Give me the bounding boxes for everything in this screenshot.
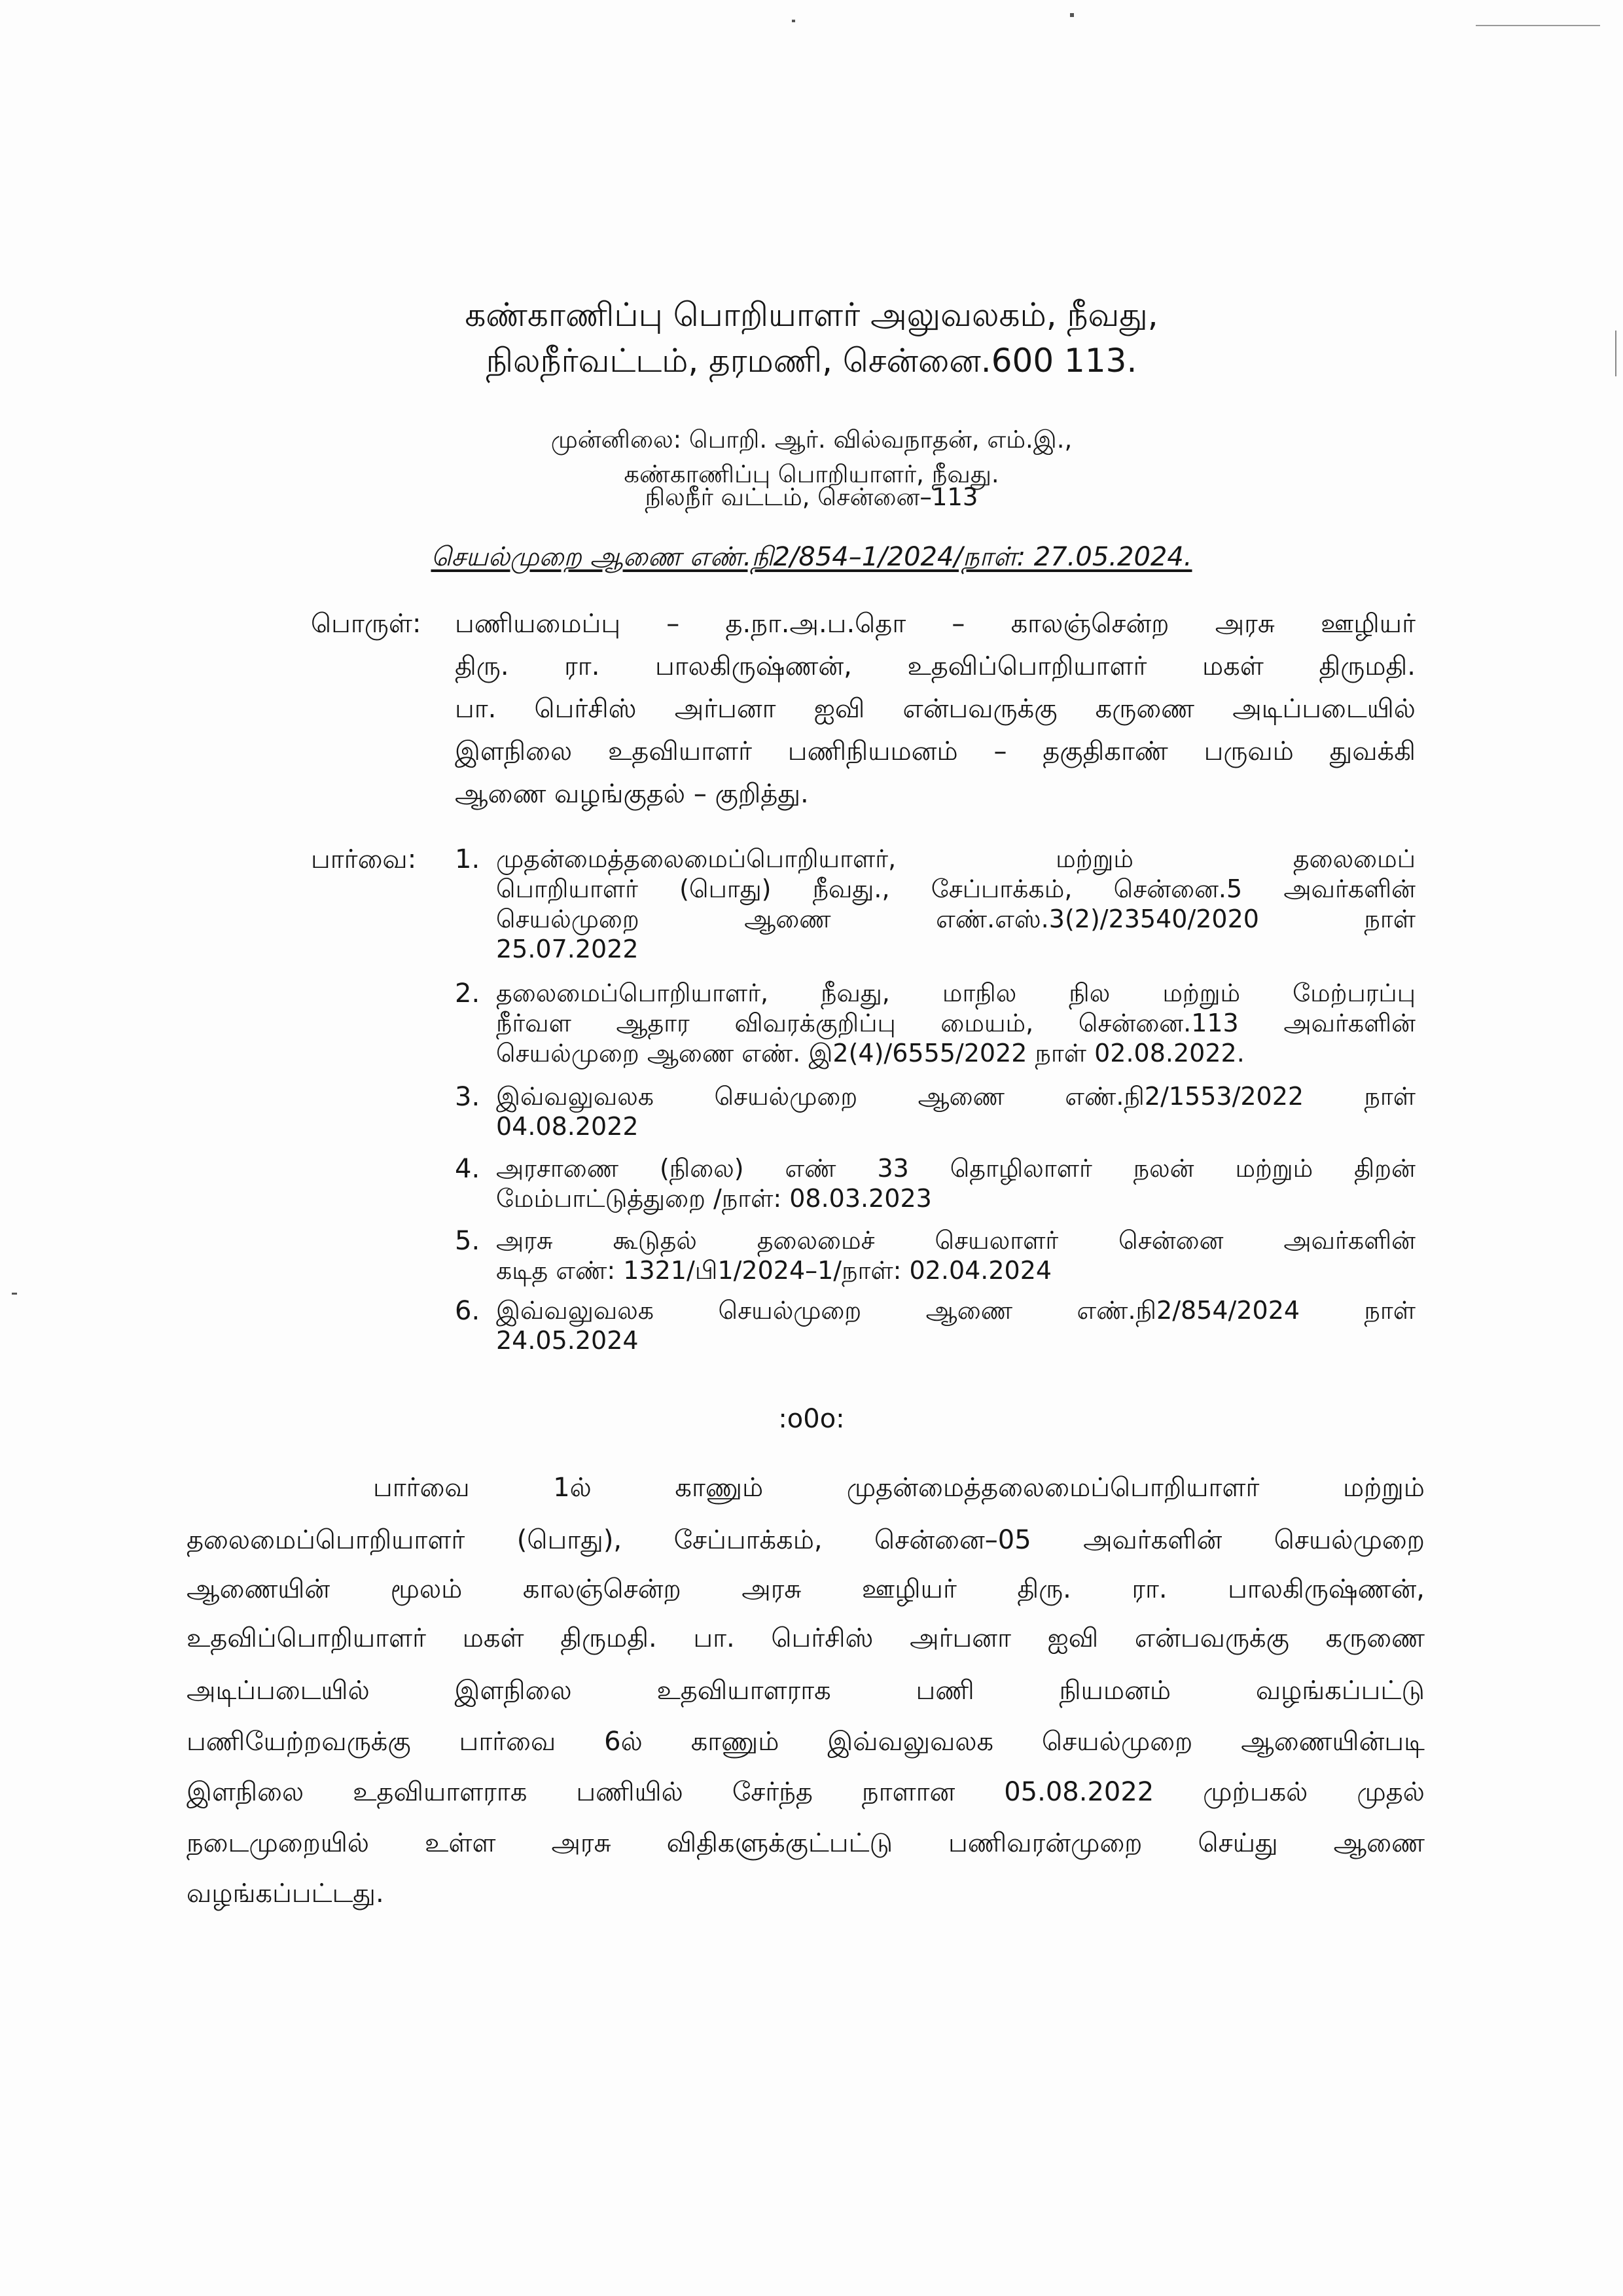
body-line: ஆணையின் மூலம் காலஞ்சென்ற அரசு ஊழியர் திரு. ரா. பாலகிருஷ்ணன், xyxy=(187,1574,1425,1604)
body-line: இளநிலை உதவியாளராக பணியில் சேர்ந்த நாளான 05.08.2022 முற்பகல் முதல் xyxy=(187,1777,1425,1807)
reference-line: கடித எண்: 1321/பி1/2024–1/நாள்: 02.04.2024 xyxy=(496,1256,1052,1285)
reference-line: 24.05.2024 xyxy=(496,1326,639,1355)
reference-number: 5. xyxy=(455,1226,480,1256)
reference-line: பொறியாளர் (பொது) நீவது., சேப்பாக்கம், சென்னை.5 அவர்களின் xyxy=(496,874,1416,903)
office-title-line-2: நிலநீர்வட்டம், தரமணி, சென்னை.600 113. xyxy=(486,342,1137,380)
section-separator: :o0o: xyxy=(778,1404,845,1434)
reference-number: 1. xyxy=(455,844,480,874)
reference-number: 4. xyxy=(455,1154,480,1184)
presence-line-3: நிலநீர் வட்டம், சென்னை–113 xyxy=(645,483,978,511)
reference-number: 2. xyxy=(455,978,480,1009)
reference-line: 04.08.2022 xyxy=(496,1112,639,1141)
reference-line: 25.07.2022 xyxy=(496,935,639,963)
scan-speck xyxy=(1070,13,1074,17)
body-line: தலைமைப்பொறியாளர் (பொது), சேப்பாக்கம், சென்னை–05 அவர்களின் செயல்முறை xyxy=(187,1525,1425,1555)
body-line: நடைமுறையில் உள்ள அரசு விதிகளுக்குட்பட்டு பணிவரன்முறை செய்து ஆணை xyxy=(187,1828,1425,1858)
scan-speck xyxy=(792,20,795,22)
references-label: பார்வை: xyxy=(311,844,417,874)
subject-line: பா. பெர்சிஸ் அர்பனா ஐவி என்பவருக்கு கருணை அடிப்படையில் xyxy=(455,694,1416,724)
reference-line: தலைமைப்பொறியாளர், நீவது, மாநில நில மற்றும் மேற்பரப்பு xyxy=(496,978,1416,1007)
reference-line: இவ்வலுவலக செயல்முறை ஆணை எண்.நி2/854/2024 நாள் xyxy=(496,1296,1416,1325)
reference-number: 6. xyxy=(455,1296,480,1326)
subject-label: பொருள்: xyxy=(311,609,421,639)
reference-line: செயல்முறை ஆணை எண். இ2(4)/6555/2022 நாள் 02.08.2022. xyxy=(496,1039,1245,1067)
reference-number: 3. xyxy=(455,1082,480,1112)
body-line: அடிப்படையில் இளநிலை உதவியாளராக பணி நியமனம் வழங்கப்பட்டு xyxy=(187,1676,1425,1706)
presence-line-1: முன்னிலை: பொறி. ஆர். வில்வநாதன், எம்.இ., xyxy=(550,425,1073,454)
body-line: பார்வை 1ல் காணும் முதன்மைத்தலைமைப்பொறியாளர் மற்றும் xyxy=(373,1473,1425,1503)
body-line: வழங்கப்பட்டது. xyxy=(187,1878,384,1909)
reference-line: அரசு கூடுதல் தலைமைச் செயலாளர் சென்னை அவர்களின் xyxy=(496,1226,1416,1255)
subject-line: இளநிலை உதவியாளர் பணிநியமனம் – தகுதிகாண் பருவம் துவக்கி xyxy=(455,736,1416,766)
reference-line: செயல்முறை ஆணை எண்.எஸ்.3(2)/23540/2020 நாள் xyxy=(496,905,1416,933)
scan-speck xyxy=(12,1293,17,1295)
body-line: பணியேற்றவருக்கு பார்வை 6ல் காணும் இவ்வலுவலக செயல்முறை ஆணையின்படி xyxy=(187,1727,1425,1757)
reference-line: முதன்மைத்தலைமைப்பொறியாளர், மற்றும் தலைமைப் xyxy=(496,844,1416,873)
order-number: செயல்முறை ஆணை எண்.நி2/854–1/2024/நாள்: 27.05.2024. xyxy=(431,542,1192,572)
body-line: உதவிப்பொறியாளர் மகள் திருமதி. பா. பெர்சிஸ் அர்பனா ஐவி என்பவருக்கு கருணை xyxy=(187,1623,1425,1653)
reference-line: நீர்வள ஆதார விவரக்குறிப்பு மையம், சென்னை.113 அவர்களின் xyxy=(496,1009,1416,1037)
reference-line: மேம்பாட்டுத்துறை /நாள்: 08.03.2023 xyxy=(496,1184,932,1213)
reference-line: அரசாணை (நிலை) எண் 33 தொழிலாளர் நலன் மற்றும் திறன் xyxy=(496,1154,1416,1183)
reference-line: இவ்வலுவலக செயல்முறை ஆணை எண்.நி2/1553/2022 நாள் xyxy=(496,1082,1416,1111)
office-title-line-1: கண்காணிப்பு பொறியாளர் அலுவலகம், நீவது, xyxy=(465,296,1158,334)
subject-line: பணியமைப்பு – த.நா.அ.ப.தொ – காலஞ்சென்ற அரசு ஊழியர் xyxy=(455,609,1416,639)
scan-line xyxy=(1476,25,1600,26)
subject-line: திரு. ரா. பாலகிருஷ்ணன், உதவிப்பொறியாளர் மகள் திருமதி. xyxy=(455,651,1416,681)
presence-line-2: கண்காணிப்பு பொறியாளர், நீவது. xyxy=(624,460,999,488)
subject-line: ஆணை வழங்குதல் – குறித்து. xyxy=(455,779,809,809)
